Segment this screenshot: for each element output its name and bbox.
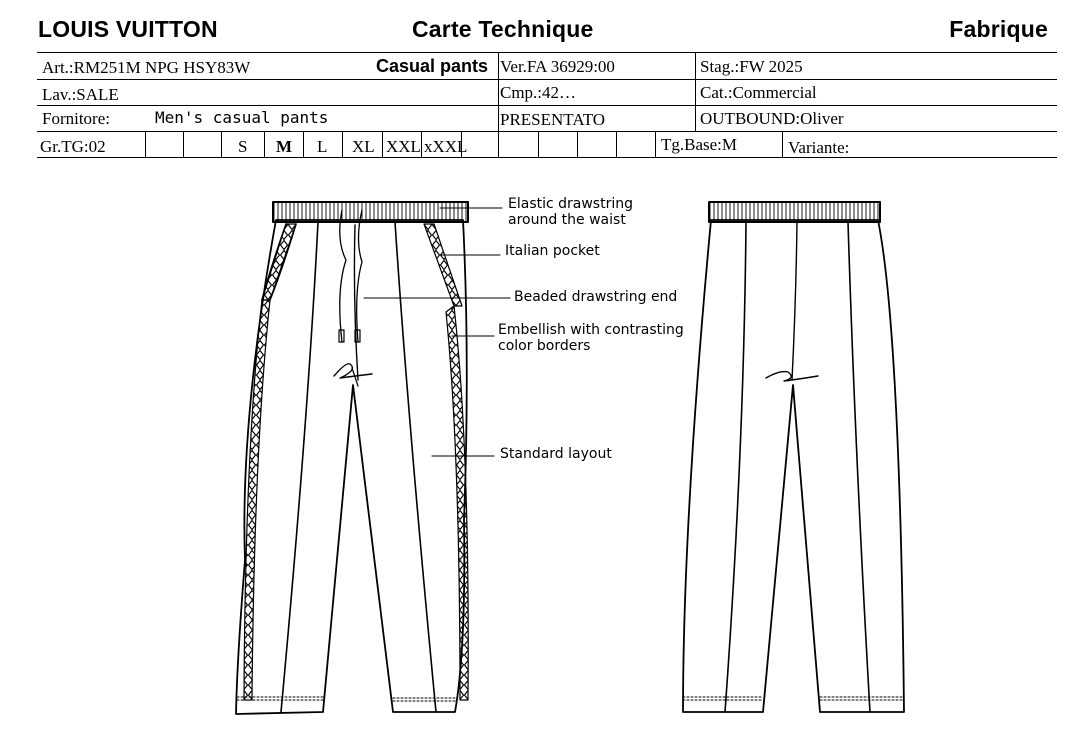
variant: Variante: [788,138,850,157]
annotation-waist-line1: Elastic drawstring [508,196,633,212]
size-xxxl: xXXL [424,137,468,156]
size-s: S [238,137,248,156]
annotation-waist-line2: around the waist [508,212,626,228]
size-xxl: XXL [386,137,421,156]
supplier-value: Men's casual pants [155,108,329,127]
version: Ver.FA 36929:00 [500,57,615,76]
outbound: OUTBOUND:Oliver [700,109,844,128]
composition: Cmp.:42… [500,83,577,102]
annotation-layout: Standard layout [500,446,612,462]
size-group: Gr.TG:02 [40,137,106,156]
base-size: Tg.Base:M [661,135,738,154]
annotation-pocket: Italian pocket [505,243,600,259]
season: Stag.:FW 2025 [700,57,803,76]
annotation-borders-line1: Embellish with contrasting [498,322,684,338]
sheet-title: Carte Technique [412,16,594,42]
status: PRESENTATO [500,110,606,129]
article-code: Art.:RM251M NPG HSY83W [42,58,251,77]
wash: Lav.:SALE [42,85,119,104]
size-xl: XL [352,137,375,156]
size-m: M [276,137,293,156]
annotation-borders [498,322,684,354]
annotation-waist [508,196,633,228]
annotation-borders-line2: color borders [498,338,591,354]
annotation-drawstring-end: Beaded drawstring end [514,289,678,305]
front-view [236,202,468,714]
supplier-label: Fornitore: [42,109,110,128]
back-view [683,202,904,712]
product-type: Casual pants [376,56,489,76]
sheet-section: Fabrique [949,16,1048,42]
brand-name: LOUIS VUITTON [38,16,218,42]
category: Cat.:Commercial [700,83,817,102]
size-l: L [317,137,328,156]
